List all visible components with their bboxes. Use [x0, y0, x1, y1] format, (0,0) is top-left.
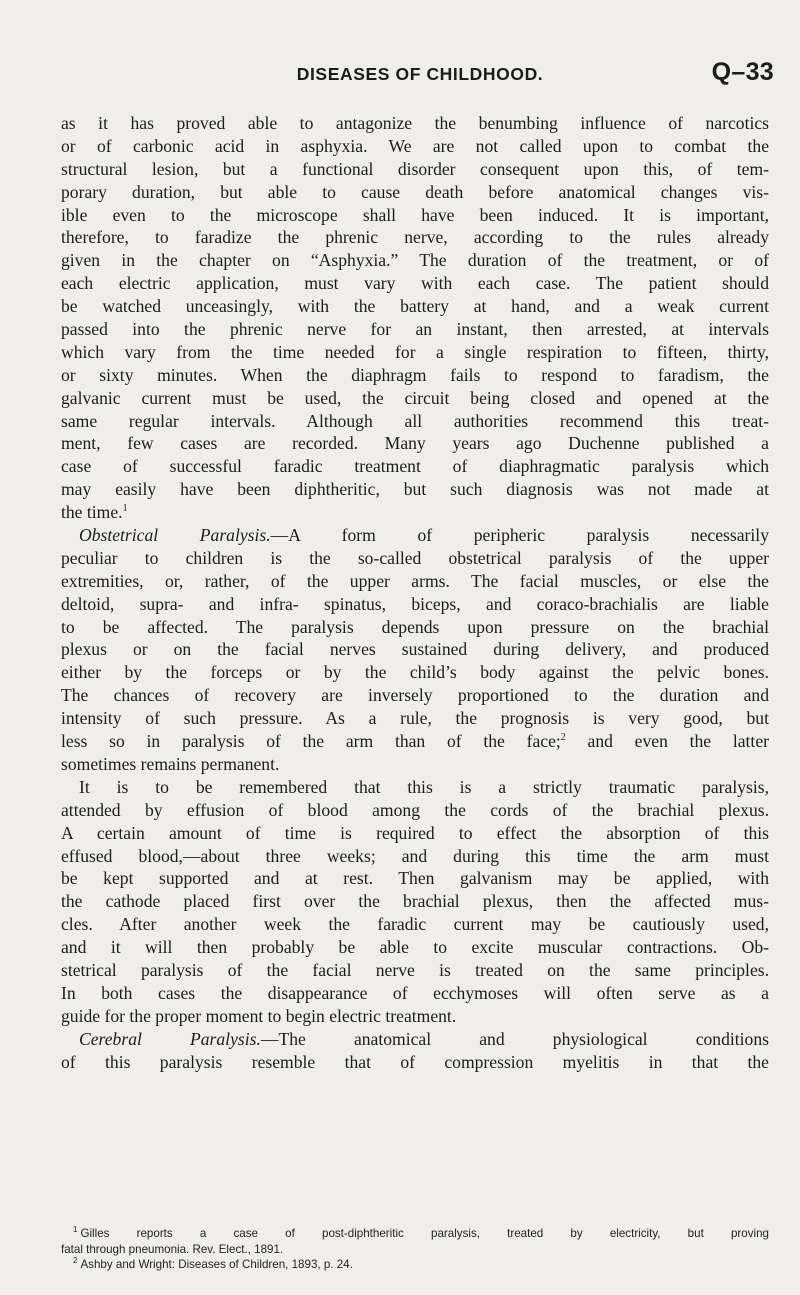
text-line: given in the chapter on “Asphyxia.” The duration of the treatment, or of [61, 250, 769, 271]
text-line: may easily have been diphtheritic, but such diagnosis was not made at [61, 479, 769, 500]
text-line: attended by effusion of blood among the cords of the brachial plexus. [61, 799, 769, 820]
text-line: sometimes remains permanent. [61, 753, 280, 774]
text-line: of this paralysis resemble that of compression myelitis in that the [61, 1051, 769, 1072]
text-fragment: less so in paralysis of the arm than of the face; [61, 731, 561, 752]
text-line: passed into the phrenic nerve for an instant, then arrested, at intervals [61, 319, 769, 340]
text-line: peculiar to children is the so-called obstetrical paralysis of the upper [61, 547, 769, 568]
body-text [61, 112, 769, 1073]
text-line: each electric application, must vary with each case. The patient should [61, 273, 769, 294]
text-line: porary duration, but able to cause death before anatomical changes vis- [61, 181, 769, 202]
text-line: be kept supported and at rest. Then galvanism may be applied, with [61, 868, 769, 889]
page-number: Q–33 [711, 58, 774, 86]
text-line: A certain amount of time is required to effect the absorption of this [61, 822, 769, 843]
text-line: or of carbonic acid in asphyxia. We are not called upon to combat the [61, 135, 769, 156]
section-heading-obstetrical: Obstetrical Paralysis. [79, 525, 271, 546]
text-line: guide for the proper moment to begin electric treatment. [61, 1005, 457, 1026]
footnotes [61, 1226, 769, 1273]
section-heading-cerebral: Cerebral Paralysis. [79, 1028, 261, 1049]
text-line: which vary from the time needed for a single respiration to fifteen, thirty, [61, 341, 769, 362]
page-header [62, 58, 780, 98]
text-line [61, 730, 769, 753]
text-line: effused blood,—about three weeks; and during this time the arm must [61, 845, 769, 866]
text-line [61, 501, 769, 524]
footnote-reference: 1 [122, 503, 128, 515]
text-fragment: and even the latter [565, 731, 769, 752]
text-line: be watched unceasingly, with the battery at hand, and a weak current [61, 296, 769, 317]
text-line: It is to be remembered that this is a strictly traumatic paralysis, [79, 776, 769, 797]
text-line: structural lesion, but a functional disorder consequent upon this, of tem- [61, 158, 769, 179]
text-line: to be affected. The paralysis depends upon pressure on the brachial [61, 616, 769, 637]
text-line [61, 524, 769, 547]
text-line: The chances of recovery are inversely proportioned to the duration and [61, 685, 769, 706]
footnote-1-continued: fatal through pneumonia. Rev. Elect., 1891. [61, 1242, 284, 1256]
footnote-1 [61, 1226, 769, 1242]
text-line: stetrical paralysis of the facial nerve is treated on the same principles. [61, 959, 769, 980]
text-line: extremities, or, rather, of the upper arms. The facial muscles, or else the [61, 570, 769, 591]
text-line [61, 1028, 769, 1051]
text-line: case of successful faradic treatment of diaphragmatic paralysis which [61, 456, 769, 477]
text-line: ment, few cases are recorded. Many years ago Duchenne published a [61, 433, 769, 454]
text-line: or sixty minutes. When the diaphragm fails to respond to faradism, the [61, 364, 769, 385]
text-line: cles. After another week the faradic current may be cautiously used, [61, 914, 769, 935]
footnote-mark: 1 [73, 1225, 78, 1235]
footnote-text: Gilles reports a case of post-diphtheritic paralysis, treated by electricity, but proving [80, 1227, 769, 1240]
text-fragment: —A form of peripheric paralysis necessarily [270, 525, 769, 546]
text-line: the cathode placed first over the brachial plexus, then the affected mus- [61, 891, 769, 912]
text-line: galvanic current must be used, the circuit being closed and opened at the [61, 387, 769, 408]
text-line: ible even to the microscope shall have been induced. It is important, [61, 204, 769, 225]
running-title: DISEASES OF CHILDHOOD. [296, 64, 544, 84]
footnote-text: Ashby and Wright: Diseases of Children, 1893, p. 24. [80, 1258, 353, 1272]
text-line: as it has proved able to antagonize the benumbing influence of narcotics [61, 113, 769, 133]
text-line: either by the forceps or by the child’s body against the pelvic bones. [61, 662, 769, 683]
text-fragment: —The anatomical and physiological conditions [260, 1028, 769, 1049]
footnote-2 [61, 1257, 769, 1273]
text-line: deltoid, supra- and infra- spinatus, biceps, and coraco-brachialis are liable [61, 593, 769, 614]
footnote-mark: 2 [73, 1256, 78, 1266]
footnote-reference: 2 [560, 732, 566, 744]
text-line: therefore, to faradize the phrenic nerve, according to the rules already [61, 227, 769, 248]
text-line: In both cases the disappearance of ecchymoses will often serve as a [61, 982, 769, 1003]
text-line: intensity of such pressure. As a rule, the prognosis is very good, but [61, 708, 769, 729]
text-line: same regular intervals. Although all authorities recommend this treat- [61, 410, 769, 431]
text-fragment: the time. [61, 502, 123, 523]
text-line: and it will then probably be able to excite muscular contractions. Ob- [61, 937, 769, 958]
text-line: plexus or on the facial nerves sustained during delivery, and produced [61, 639, 769, 660]
